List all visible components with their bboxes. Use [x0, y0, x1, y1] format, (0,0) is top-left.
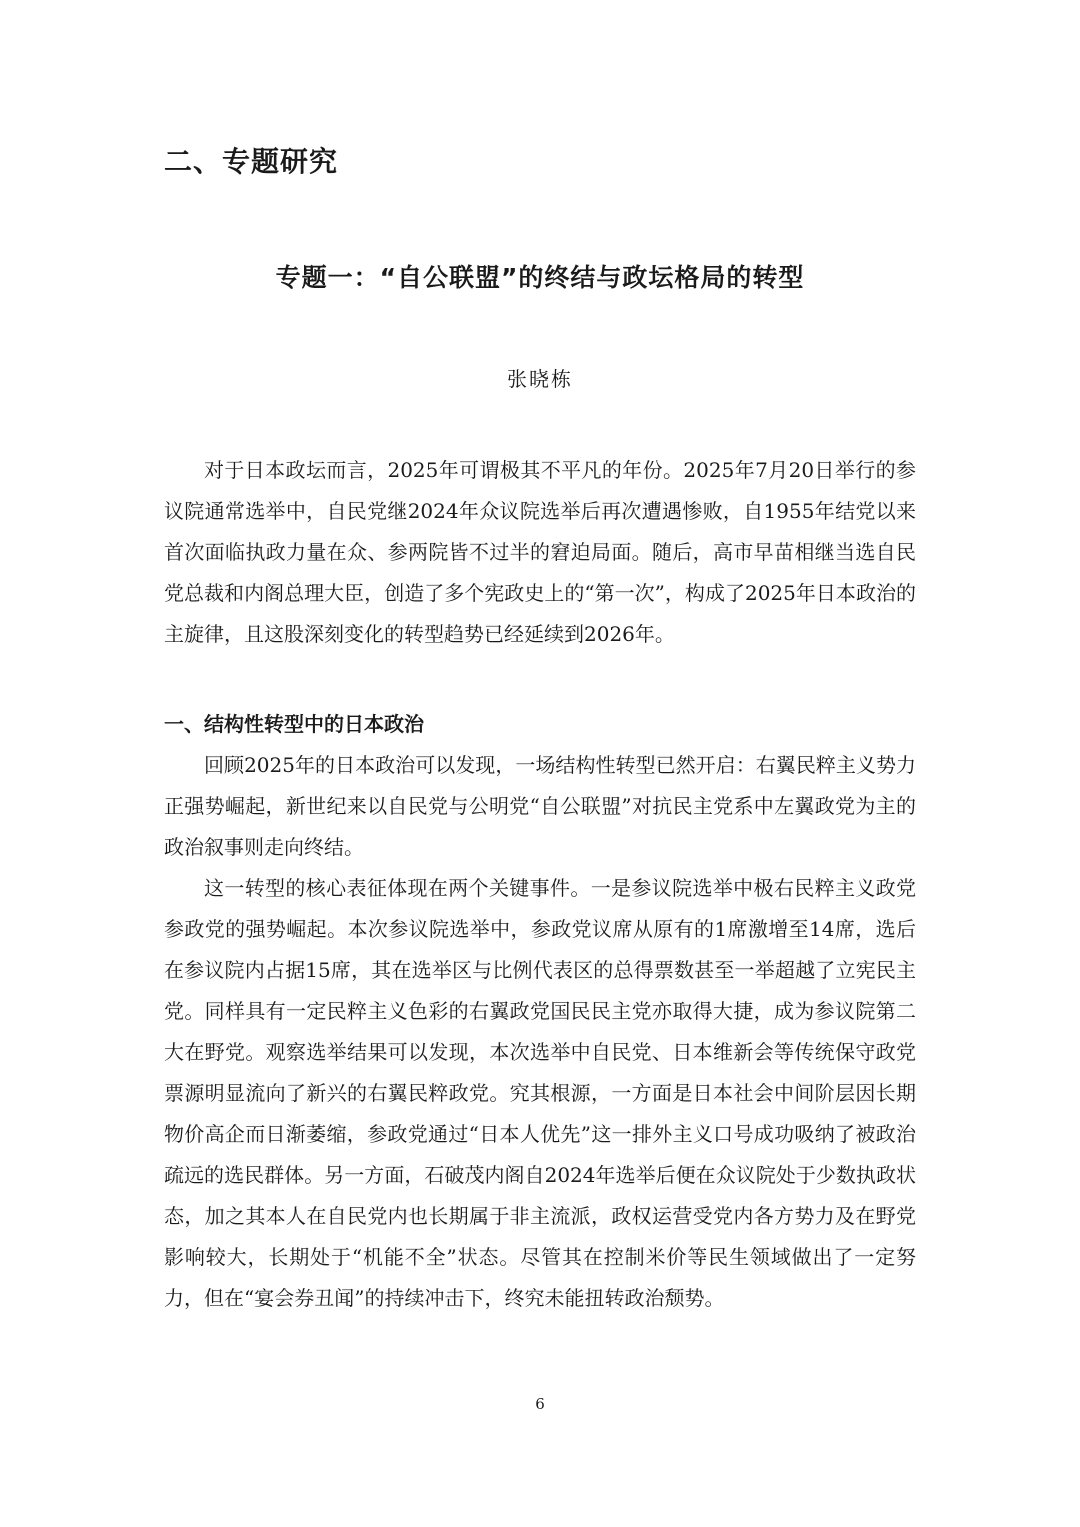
- body-paragraph: 这一转型的核心表征体现在两个关键事件。一是参议院选举中极右民粹主义政党参政党的强势崛起。本次参议院选举中，参政党议席从原有的1席激增至14席，选后在参议院内占据15席，其在选举区与比例代表区的总得票数甚至一举超越了立宪民主党。同样具有一定民粹主义色彩的右翼政党国民民主党亦取得大捷，成为参议院第二大在野党。观察选举结果可以发现，本次选举中自民党、日本维新会等传统保守政党票源明显流向了新兴的右翼民粹政党。究其根源，一方面是日本社会中间阶层因长期物价高企而日渐萎缩，参政党通过“日本人优先”这一排外主义口号成功吸纳了被政治疏远的选民群体。另一方面，石破茂内阁自2024年选举后便在众议院处于少数执政状态，加之其本人在自民党内也长期属于非主流派，政权运营受党内各方势力及在野党影响较大，长期处于“机能不全”状态。尽管其在控制米价等民生领域做出了一定努力，但在“宴会券丑闻”的持续冲击下，终究未能扭转政治颓势。: [164, 876, 916, 1310]
- topic-title: 专题一：“自公联盟”的终结与政坛格局的转型: [275, 263, 805, 292]
- page-number: 6: [535, 1395, 545, 1413]
- subsection-heading: 一、结构性转型中的日本政治: [164, 712, 424, 736]
- intro-paragraph: 对于日本政坛而言，2025年可谓极其不平凡的年份。2025年7月20日举行的参议院通常选举中，自民党继2024年众议院选举后再次遭遇惨败，自1955年结党以来首次面临执政力量在众、参两院皆不过半的窘迫局面。随后，高市早苗相继当选自民党总裁和内阁总理大臣，创造了多个宪政史上的“第一次”，构成了2025年日本政治的主旋律，且这股深刻变化的转型趋势已经延续到2026年。: [164, 458, 916, 646]
- section-heading: 二、专题研究: [164, 145, 339, 178]
- body-paragraph: 回顾2025年的日本政治可以发现，一场结构性转型已然开启：右翼民粹主义势力正强势崛起，新世纪来以自民党与公明党“自公联盟”对抗民主党系中左翼政党为主的政治叙事则走向终结。: [164, 753, 916, 859]
- author-name: 张晓栋: [507, 367, 573, 391]
